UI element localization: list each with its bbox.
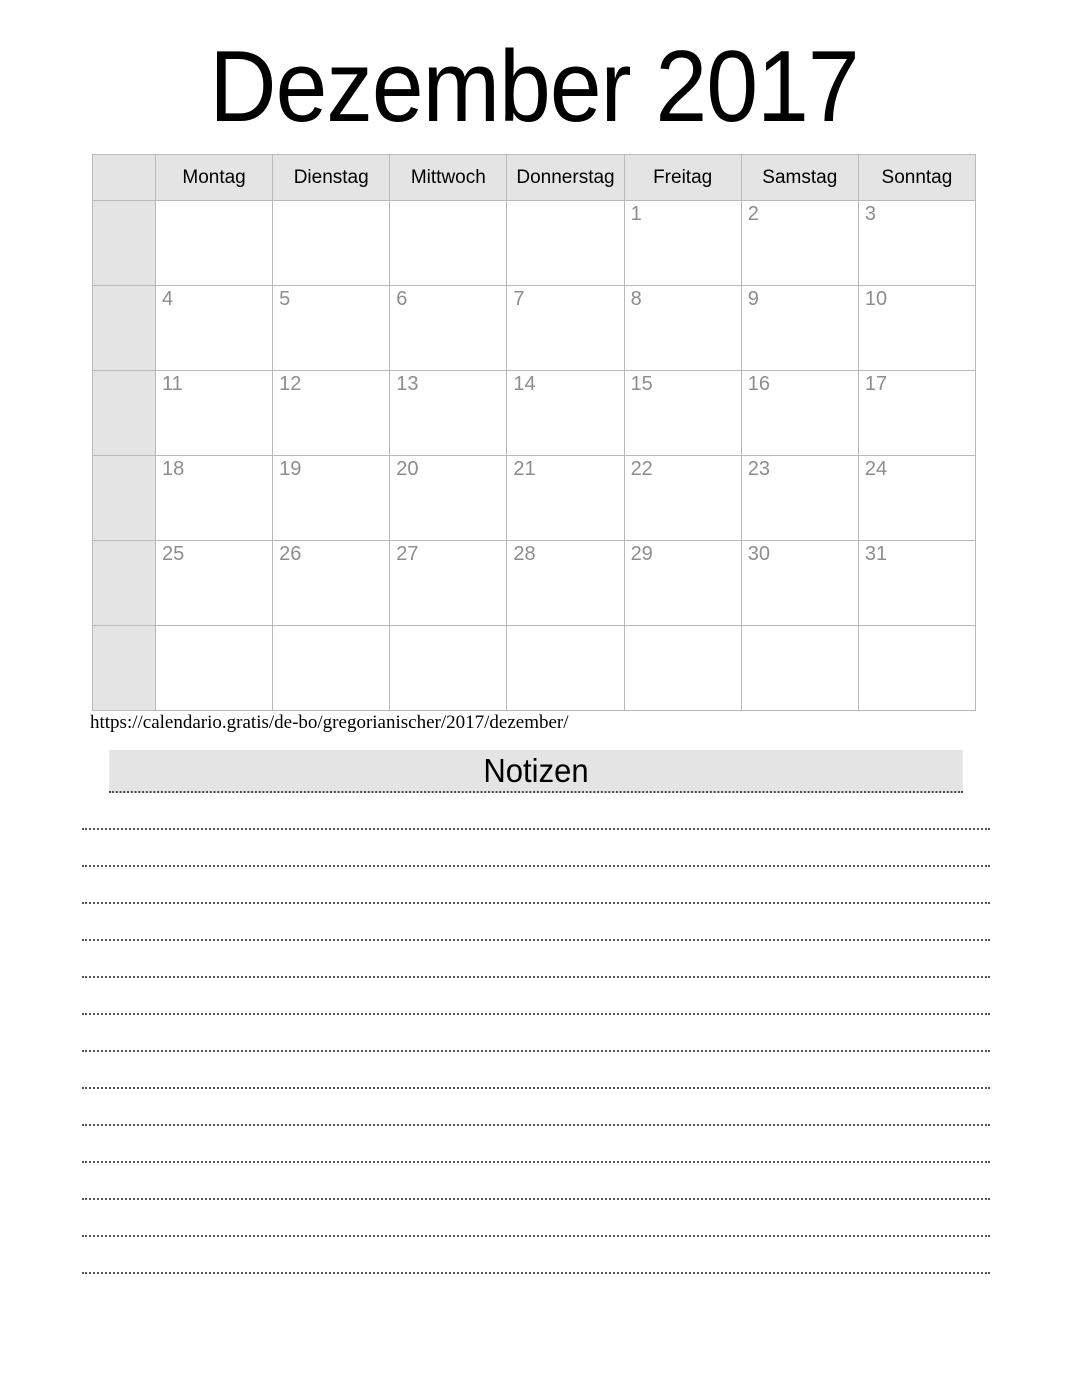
week-number-cell xyxy=(93,626,156,711)
day-number: 15 xyxy=(630,373,653,395)
day-cell[interactable] xyxy=(624,371,741,456)
day-number: 28 xyxy=(513,543,536,565)
note-line[interactable] xyxy=(82,941,990,978)
note-line[interactable] xyxy=(82,867,990,904)
calendar-week-row xyxy=(93,201,976,286)
calendar-grid xyxy=(92,154,976,711)
day-number: 17 xyxy=(864,373,888,395)
calendar-header-row xyxy=(93,155,976,201)
day-cell[interactable] xyxy=(273,541,390,626)
day-number: 12 xyxy=(279,373,302,395)
day-number: 5 xyxy=(279,288,291,310)
day-cell[interactable] xyxy=(858,286,975,371)
day-number: 30 xyxy=(747,543,770,565)
day-cell[interactable] xyxy=(390,371,507,456)
day-number: 25 xyxy=(162,543,185,565)
notes-section xyxy=(82,750,990,1274)
day-cell[interactable] xyxy=(858,371,975,456)
note-line[interactable] xyxy=(82,1015,990,1052)
day-number: 26 xyxy=(279,543,302,565)
day-cell[interactable] xyxy=(507,626,624,711)
weekday-header-saturday: Samstag xyxy=(741,155,858,201)
day-number: 11 xyxy=(162,373,183,395)
day-number: 29 xyxy=(630,543,653,565)
day-cell[interactable] xyxy=(741,626,858,711)
day-cell[interactable] xyxy=(273,626,390,711)
day-cell[interactable] xyxy=(156,371,273,456)
day-cell[interactable] xyxy=(624,626,741,711)
day-cell[interactable] xyxy=(390,626,507,711)
weekday-header-monday: Montag xyxy=(156,155,273,201)
day-number: 14 xyxy=(513,373,536,395)
day-number: 8 xyxy=(630,288,642,310)
weekday-header-friday: Freitag xyxy=(624,155,741,201)
day-number: 23 xyxy=(747,458,770,480)
day-number: 19 xyxy=(279,458,302,480)
week-number-cell xyxy=(93,286,156,371)
day-cell[interactable] xyxy=(390,456,507,541)
day-cell[interactable] xyxy=(507,456,624,541)
day-number xyxy=(859,626,975,650)
day-cell[interactable] xyxy=(390,286,507,371)
calendar-week-row xyxy=(93,286,976,371)
day-number: 10 xyxy=(864,288,888,310)
day-cell[interactable] xyxy=(858,456,975,541)
day-cell[interactable] xyxy=(507,286,624,371)
note-line[interactable] xyxy=(82,1163,990,1200)
day-number xyxy=(390,626,506,650)
day-number: 13 xyxy=(396,373,419,395)
day-number: 3 xyxy=(864,203,876,225)
day-cell[interactable] xyxy=(858,626,975,711)
day-cell[interactable] xyxy=(273,371,390,456)
day-number xyxy=(742,626,858,650)
day-number xyxy=(390,201,506,225)
day-cell[interactable] xyxy=(156,541,273,626)
note-line[interactable] xyxy=(82,1052,990,1089)
day-cell[interactable] xyxy=(273,286,390,371)
day-cell[interactable] xyxy=(390,541,507,626)
day-number: 20 xyxy=(396,458,419,480)
day-number: 24 xyxy=(864,458,888,480)
day-number: 9 xyxy=(747,288,759,310)
day-number: 2 xyxy=(747,203,759,225)
day-cell[interactable] xyxy=(156,626,273,711)
week-number-cell xyxy=(93,541,156,626)
day-cell[interactable] xyxy=(507,541,624,626)
note-line[interactable] xyxy=(82,978,990,1015)
weekday-header-sunday: Sonntag xyxy=(858,155,975,201)
calendar-week-row xyxy=(93,456,976,541)
day-cell[interactable] xyxy=(741,371,858,456)
day-number: 31 xyxy=(864,543,888,565)
day-cell[interactable] xyxy=(156,201,273,286)
day-cell[interactable] xyxy=(156,286,273,371)
note-line[interactable] xyxy=(82,1126,990,1163)
note-line[interactable] xyxy=(82,1200,990,1237)
calendar-week-row xyxy=(93,541,976,626)
day-cell[interactable] xyxy=(858,201,975,286)
note-line[interactable] xyxy=(82,830,990,867)
day-cell[interactable] xyxy=(273,456,390,541)
calendar-body xyxy=(93,201,976,711)
weekday-header-tuesday: Dienstag xyxy=(273,155,390,201)
day-cell[interactable] xyxy=(741,541,858,626)
day-number xyxy=(156,201,272,225)
week-number-cell xyxy=(93,456,156,541)
day-number: 4 xyxy=(162,288,174,310)
source-url[interactable]: https://calendario.gratis/de-bo/gregorianischer/2017/dezember/ xyxy=(90,712,569,733)
day-cell[interactable] xyxy=(741,201,858,286)
page-title: Dezember 2017 xyxy=(209,31,859,143)
day-number: 16 xyxy=(747,373,770,395)
day-cell[interactable] xyxy=(741,286,858,371)
note-line[interactable] xyxy=(82,904,990,941)
calendar-week-row xyxy=(93,626,976,711)
day-number: 27 xyxy=(396,543,419,565)
day-number: 21 xyxy=(513,458,536,480)
week-number-cell xyxy=(93,201,156,286)
day-cell[interactable] xyxy=(741,456,858,541)
day-number: 6 xyxy=(396,288,408,310)
note-line[interactable] xyxy=(82,1237,990,1274)
note-line[interactable] xyxy=(82,1089,990,1126)
day-number xyxy=(507,201,623,225)
day-cell[interactable] xyxy=(624,201,741,286)
day-cell[interactable] xyxy=(858,541,975,626)
day-cell[interactable] xyxy=(507,371,624,456)
day-cell[interactable] xyxy=(156,456,273,541)
weekday-header-thursday: Donnerstag xyxy=(507,155,624,201)
day-cell[interactable] xyxy=(507,201,624,286)
day-number: 18 xyxy=(162,458,185,480)
day-number xyxy=(625,626,741,650)
day-cell[interactable] xyxy=(624,456,741,541)
day-cell[interactable] xyxy=(273,201,390,286)
day-cell[interactable] xyxy=(624,541,741,626)
day-number: 22 xyxy=(630,458,653,480)
day-number xyxy=(507,626,623,650)
day-cell[interactable] xyxy=(624,286,741,371)
day-number xyxy=(273,626,389,650)
day-number: 7 xyxy=(513,288,525,310)
note-line[interactable] xyxy=(82,793,990,830)
day-number: 1 xyxy=(630,203,642,225)
day-number xyxy=(273,201,389,225)
day-number xyxy=(156,626,272,650)
notes-lines[interactable] xyxy=(82,793,990,1274)
calendar-week-row xyxy=(93,371,976,456)
day-cell[interactable] xyxy=(390,201,507,286)
notes-heading: Notizen xyxy=(109,750,963,793)
week-number-cell xyxy=(93,371,156,456)
weekday-header-wednesday: Mittwoch xyxy=(390,155,507,201)
week-number-header xyxy=(93,155,156,201)
